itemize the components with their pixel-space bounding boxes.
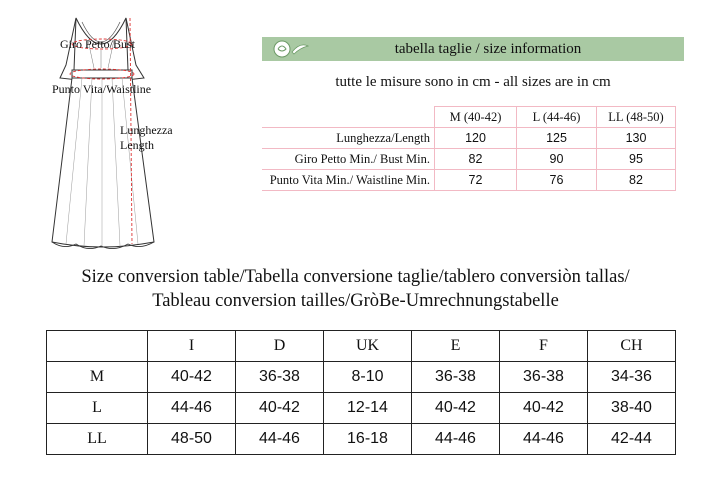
table-cell: 44-46	[236, 424, 324, 455]
table-cell: 40-42	[236, 393, 324, 424]
table-cell: 90	[517, 149, 597, 170]
table-row	[47, 362, 676, 393]
table-cell: 44-46	[500, 424, 588, 455]
size-information-table	[262, 106, 676, 191]
table-cell: 72	[435, 170, 517, 191]
table-cell: 95	[597, 149, 676, 170]
column-header	[47, 331, 148, 362]
row-label: LL	[47, 424, 148, 455]
waistline-label: Punto Vita/Waistline	[52, 82, 152, 96]
table-cell: 120	[435, 128, 517, 149]
table-cell: 38-40	[588, 393, 676, 424]
table-cell: 125	[517, 128, 597, 149]
table-cell: 40-42	[148, 362, 236, 393]
table-cell: 40-42	[500, 393, 588, 424]
column-header: D	[236, 331, 324, 362]
row-label: Lunghezza/Length	[262, 128, 435, 149]
table-header-row	[47, 331, 676, 362]
column-header: UK	[324, 331, 412, 362]
row-label: L	[47, 393, 148, 424]
banner-title: tabella taglie / size information	[394, 41, 582, 57]
table-cell: 8-10	[324, 362, 412, 393]
table-cell: 44-46	[412, 424, 500, 455]
size-conversion-table	[46, 330, 676, 455]
table-cell: 34-36	[588, 362, 676, 393]
table-cell: 40-42	[412, 393, 500, 424]
table-cell: 36-38	[412, 362, 500, 393]
table-row	[47, 393, 676, 424]
row-label: M	[47, 362, 148, 393]
row-label: Giro Petto Min./ Bust Min.	[262, 149, 435, 170]
table-header-row	[262, 107, 676, 128]
conversion-title	[0, 265, 711, 313]
conversion-title-line1: Size conversion table/Tabella conversione taglie/tablero conversiòn tallas/	[81, 267, 630, 287]
table-cell: 82	[435, 149, 517, 170]
column-header: F	[500, 331, 588, 362]
column-header: CH	[588, 331, 676, 362]
table-corner	[262, 107, 435, 128]
column-header: E	[412, 331, 500, 362]
length-label-line1: Lunghezza	[120, 123, 173, 137]
length-label-line2: Length	[120, 138, 154, 152]
table-cell: 82	[597, 170, 676, 191]
column-header: LL (48-50)	[597, 107, 676, 128]
column-header: M (40-42)	[435, 107, 517, 128]
table-cell: 36-38	[500, 362, 588, 393]
row-label: Punto Vita Min./ Waistline Min.	[262, 170, 435, 191]
table-cell: 76	[517, 170, 597, 191]
column-header: L (44-46)	[517, 107, 597, 128]
conversion-title-line2: Tableau conversion tailles/GròBe-Umrechnungstabelle	[152, 291, 559, 311]
bust-label: Giro Petto/Bust	[60, 37, 136, 51]
table-row	[47, 424, 676, 455]
table-cell: 16-18	[324, 424, 412, 455]
table-cell: 36-38	[236, 362, 324, 393]
table-cell: 48-50	[148, 424, 236, 455]
table-cell: 44-46	[148, 393, 236, 424]
table-row	[262, 128, 676, 149]
table-cell: 12-14	[324, 393, 412, 424]
table-row	[262, 170, 676, 191]
units-note: tutte le misure sono in cm - all sizes are in cm	[335, 74, 611, 90]
table-row	[262, 149, 676, 170]
table-cell: 130	[597, 128, 676, 149]
table-cell: 42-44	[588, 424, 676, 455]
column-header: I	[148, 331, 236, 362]
